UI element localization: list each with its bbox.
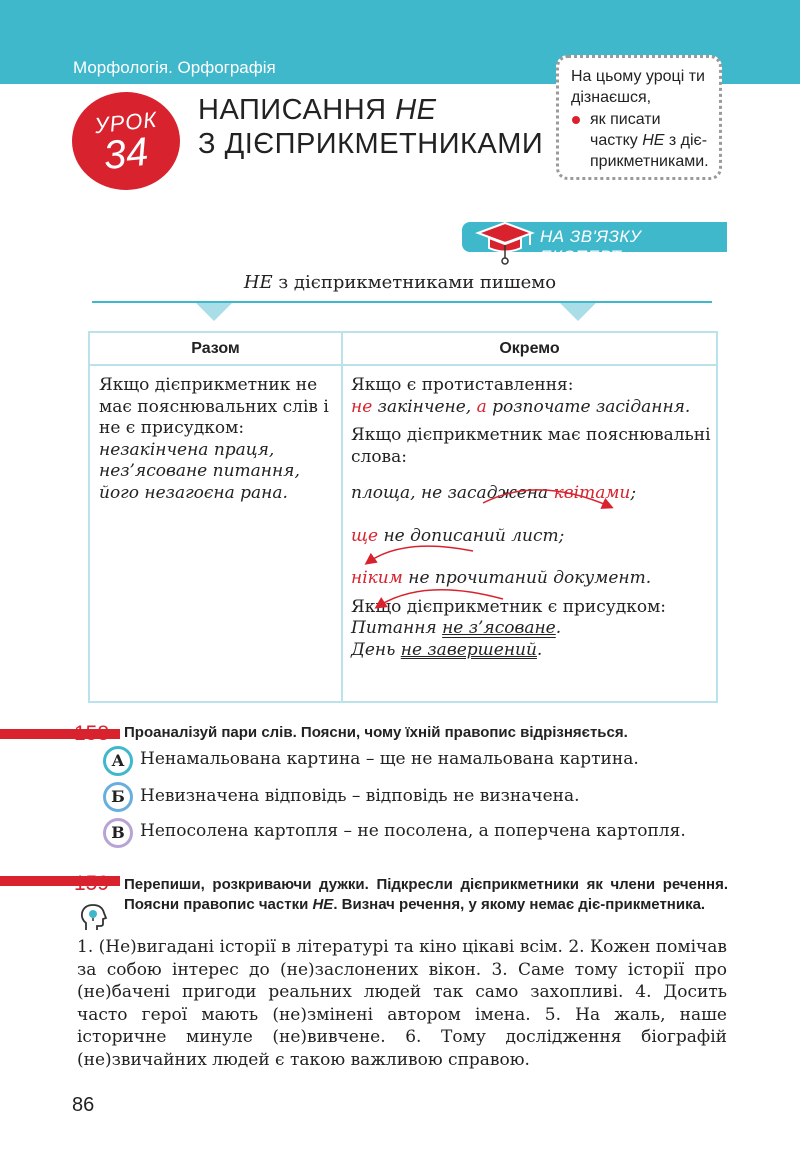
page-title (198, 93, 543, 161)
dependency-arrows (343, 473, 716, 613)
predicate-rule: Якщо дієприкметник є присудком: (351, 596, 667, 617)
example2-text: не дописаний лист; (378, 525, 565, 546)
rule-divider (92, 301, 712, 303)
bullet-icon (572, 116, 580, 124)
option-a-badge: А (103, 746, 133, 776)
arrow-3 (377, 590, 503, 607)
title-prefix: НАПИСАННЯ (198, 94, 396, 126)
goal-item (571, 109, 709, 172)
thinking-head-icon (78, 902, 110, 934)
arrow-1 (483, 490, 611, 507)
predicate-example-1 (351, 618, 711, 640)
exercise-159-text: 1. (Не)вигадані історії в літературі та кіно цікаві всім. 2. Кожен помічав за собою інтерес до (не)заслонених вікон. 3. Саме тому історії про (не)бачені пригоди реальних людей так само захопливі. 4. Досить часто герої мають (не)змінені автором імена. 5. На жаль, наше історичне минуле (не)вивчене. 6. Тому дослідження біографій (не)звичайних людей є такою важливою справою. (77, 937, 727, 1070)
expert-label: НА ЗВ'ЯЗКУ ЕКСПЕРТ (540, 227, 642, 266)
example1-text: площа, не засаджена (351, 483, 554, 503)
goal-text-a: як писати частку (590, 111, 661, 149)
rule-title (0, 272, 800, 293)
column-header-separately: Окремо (499, 340, 560, 357)
contrast-a: а (476, 396, 487, 417)
page-number: 86 (72, 1094, 95, 1116)
pointer-right-icon (560, 303, 596, 321)
column-header-together: Разом (191, 340, 240, 357)
predicate-example-2 (351, 640, 711, 662)
exercise-159-task (124, 875, 728, 914)
option-b-badge: Б (103, 782, 133, 812)
predicate1-underlined: не з’ясоване (442, 618, 556, 638)
predicate1-text: Питання (351, 618, 443, 638)
together-example-3: його незагоєна рана. (99, 482, 288, 503)
exercise-158-task: Проаналізуй пари слів. Поясни, чому їхній правопис відрізняється. (124, 724, 628, 741)
contrast-example (351, 397, 711, 419)
goal-emphasis: НЕ (642, 132, 665, 149)
option-c-badge: В (103, 818, 133, 848)
example3-dependent: ніким (351, 568, 403, 588)
option-a-text: Ненамальована картина – ще не намальована картина. (140, 749, 639, 769)
rule-table (88, 331, 718, 703)
goal-intro: На цьому уроці ти дізнаєшся, (571, 68, 705, 106)
rule-title-emphasis: НЕ (243, 272, 273, 293)
lesson-badge (72, 92, 180, 190)
together-example-1: незакінчена праця, (99, 439, 275, 460)
exercise-159-task-a: Перепиши, розкриваючи дужки. Підкресли дієприкметники як члени речення. Поясни правопис частки (124, 876, 728, 913)
arrow-2 (367, 546, 473, 563)
predicate2-text: День (351, 639, 401, 660)
section-label: Морфологія. Орфографія (73, 58, 276, 77)
pointer-left-icon (196, 303, 232, 321)
exercise-159-number: 159 (74, 872, 110, 895)
example1-dependent: квітами (553, 483, 631, 503)
contrast-text-b: розпочате засідання. (486, 396, 691, 417)
predicate2-punct: . (536, 639, 543, 660)
lesson-word: УРОК (93, 106, 159, 139)
exercise-159-task-emphasis: НЕ (312, 895, 334, 913)
goal-text-b: з діє-прикметниками. (590, 132, 709, 170)
contrast-rule: Якщо є протиставлення: (351, 375, 574, 395)
dependent-words-rule: Якщо дієприкметник має пояснювальні слова: (351, 425, 711, 467)
predicate2-underlined: не завершений (400, 639, 537, 660)
table-header (90, 333, 716, 366)
contrast-ne: не (351, 396, 373, 417)
predicate1-punct: . (555, 618, 562, 638)
example1-punct: ; (630, 483, 637, 503)
option-c-text: Непосолена картопля – не посолена, а поперчена картопля. (140, 821, 686, 841)
together-example-2: нез’ясоване питання, (99, 461, 300, 481)
lesson-number: 34 (101, 129, 151, 179)
together-cell (99, 375, 335, 504)
rule-title-text: з дієприкметниками пишемо (272, 272, 557, 293)
lesson-goal-box (556, 55, 722, 180)
exercise-159-task-b: . Визнач речення, у якому немає діє-прикметника. (333, 895, 706, 913)
graduation-cap-icon (474, 215, 536, 265)
option-b-text: Невизначена відповідь – відповідь не визначена. (140, 786, 580, 806)
exercise-158-number: 158 (74, 722, 110, 745)
example3-text: не прочитаний документ. (402, 568, 652, 588)
title-emphasis: НЕ (395, 94, 437, 126)
contrast-text-a: закінчене, (372, 396, 477, 417)
title-line2: З ДІЄПРИКМЕТНИКАМИ (198, 128, 544, 160)
together-rule: Якщо дієприкметник не має пояснювальних слів і не є присудком: (99, 375, 329, 438)
example2-dependent: ще (351, 525, 379, 546)
